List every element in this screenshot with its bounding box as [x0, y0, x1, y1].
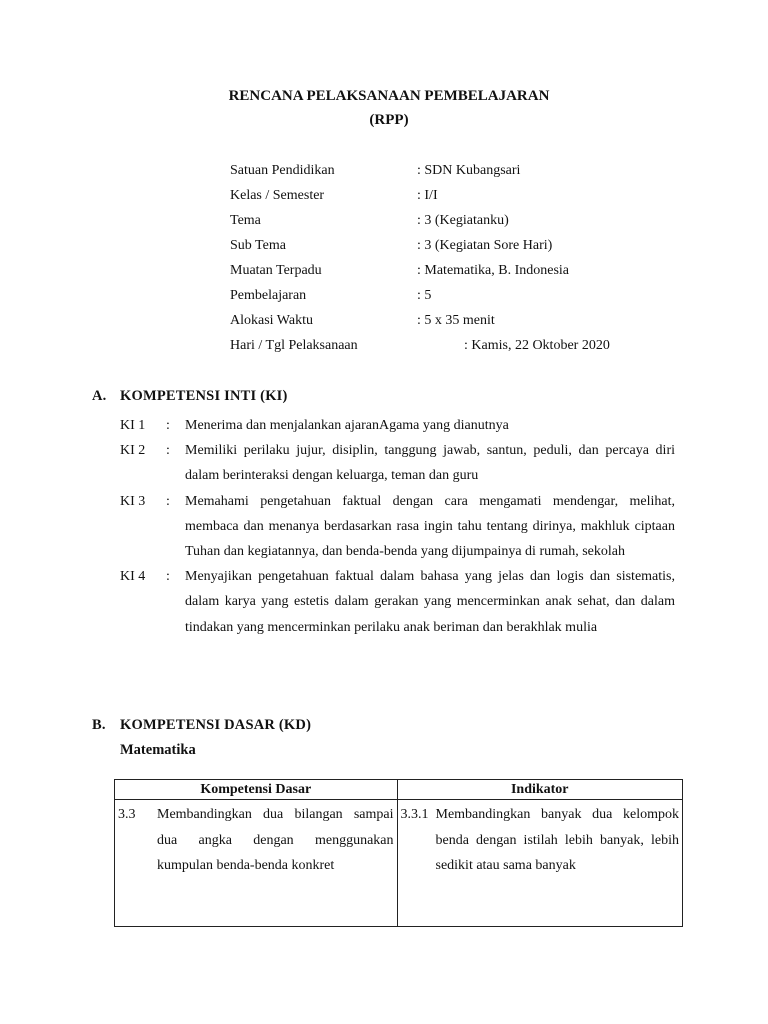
section-letter: A. [92, 388, 107, 404]
ki-text: Memiliki perilaku jujur, disiplin, tanggung jawab, santun, peduli, dan percaya diri dalam berinteraksi dengan keluarga, teman dan guru [185, 443, 675, 484]
info-value: : 3 (Kegiatan Sore Hari) [417, 238, 553, 253]
info-label: Hari / Tgl Pelaksanaan [230, 338, 358, 353]
section-title: KOMPETENSI DASAR (KD) [120, 717, 312, 733]
section-title: KOMPETENSI INTI (KI) [120, 388, 288, 404]
ki-text: Menyajikan pengetahuan faktual dalam bahasa yang jelas dan logis dan sistematis, dalam karya yang estetis dalam gerakan yang mencerminkan anak sehat, dan dalam tindakan yang mencerminkan perilaku anak beriman dan berakhlak mulia [185, 569, 675, 635]
ki-item [120, 489, 675, 565]
ki-code: KI 2 [120, 443, 146, 459]
info-value: : SDN Kubangsari [417, 163, 521, 178]
kd-cell [115, 800, 398, 927]
info-value: : Kamis, 22 Oktober 2020 [464, 338, 610, 353]
info-label: Pembelajaran [230, 288, 307, 303]
ki-colon: : [166, 443, 170, 459]
ki-code: KI 3 [120, 493, 146, 509]
info-value: : 5 x 35 menit [417, 313, 495, 328]
indicator-number: 3.3.1 [400, 807, 429, 822]
table-row [115, 800, 683, 927]
indicator-text: Membandingkan banyak dua kelompok benda dengan istilah lebih banyak, lebih sedikit atau sama banyak [435, 807, 679, 873]
info-label: Kelas / Semester [230, 188, 325, 203]
ki-text: Menerima dan menjalankan ajaranAgama yang dianutnya [185, 418, 509, 433]
ki-code: KI 1 [120, 418, 146, 433]
ki-text: Memahami pengetahuan faktual dengan cara mengamati mendengar, melihat, membaca dan menanya berdasarkan rasa ingin tahu tentang dirinya, makhluk ciptaan Tuhan dan kegiatannya, dan benda-benda yang dijumpainya di rumah, sekolah [185, 493, 675, 560]
ki-code: KI 4 [120, 569, 146, 585]
info-label: Tema [230, 213, 261, 228]
info-label: Satuan Pendidikan [230, 163, 335, 178]
section-letter: B. [92, 717, 106, 733]
info-value: : 5 [417, 288, 432, 303]
document-title: RENCANA PELAKSANAAN PEMBELAJARAN [228, 88, 550, 104]
column-header: Kompetensi Dasar [115, 780, 398, 800]
info-value: : Matematika, B. Indonesia [417, 263, 570, 278]
ki-item [120, 413, 675, 438]
ki-list [120, 413, 675, 640]
info-label: Alokasi Waktu [230, 313, 313, 328]
kd-number: 3.3 [118, 807, 136, 822]
ki-colon: : [166, 418, 170, 433]
column-header: Indikator [397, 780, 683, 800]
info-label: Sub Tema [230, 238, 286, 253]
kd-table [114, 779, 683, 927]
ki-colon: : [166, 569, 170, 585]
ki-item [120, 438, 675, 488]
info-label: Muatan Terpadu [230, 263, 322, 278]
ki-item [120, 564, 675, 640]
info-value: : I/I [417, 188, 438, 203]
subject-heading: Matematika [120, 742, 196, 758]
indicator-cell [397, 800, 683, 927]
info-value: : 3 (Kegiatanku) [417, 213, 509, 228]
document-subtitle: (RPP) [369, 112, 409, 128]
ki-colon: : [166, 493, 170, 509]
table-header-row [115, 780, 683, 800]
kd-text: Membandingkan dua bilangan sampai dua angka dengan menggunakan kumpulan benda-benda konkret [157, 807, 394, 873]
